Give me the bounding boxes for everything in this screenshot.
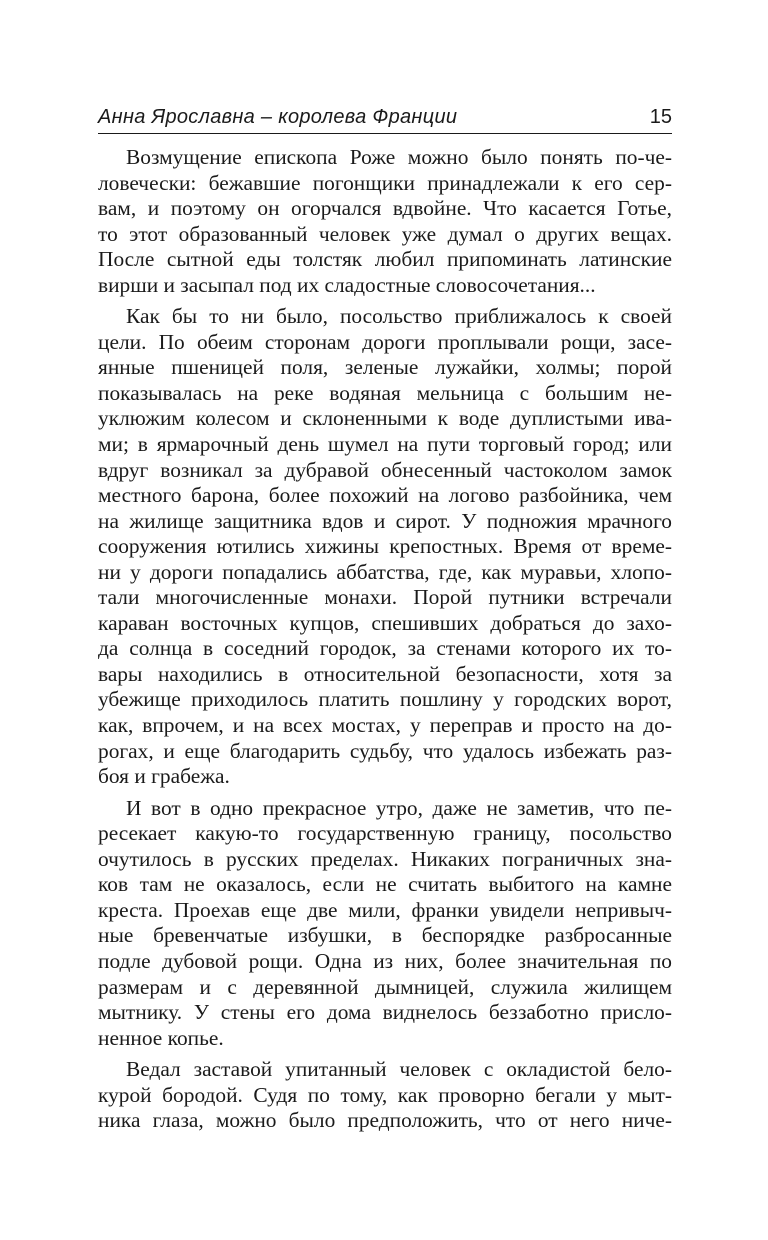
text-line: После сытной еды толстяк любил припоминать латинские [98, 247, 672, 272]
running-head [98, 100, 672, 134]
text-line: янные пшеницей поля, зеленые лужайки, холмы; порой [98, 355, 672, 380]
page-number: 15 [649, 106, 672, 128]
paragraph [98, 1057, 672, 1134]
text-line: ми; в ярмарочный день шумел на пути торговый город; или [98, 432, 672, 457]
text-line: креста. Проехав еще две мили, франки увидели непривыч- [98, 897, 672, 922]
text-line: очутилось в русских пределах. Никаких пограничных зна- [98, 846, 672, 871]
paragraph [98, 796, 672, 1051]
text-line: ника глаза, можно было предположить, что от него ниче- [98, 1108, 672, 1133]
text-line: вирши и засыпал под их сладостные словосочетания... [98, 272, 596, 297]
text-line: размерам и с деревянной дымницей, служила жилищем [98, 974, 672, 999]
header-rule [98, 133, 672, 134]
text-line: то этот образованный человек уже думал о других вещах. [98, 221, 672, 246]
text-line: ные бревенчатые избушки, в беспорядке разбросанные [98, 923, 672, 948]
text-line: уклюжим колесом и склоненными к воде дуплистыми ива- [98, 406, 672, 431]
text-line: вдруг возникал за дубравой обнесенный частоколом замок [98, 457, 672, 482]
text-line: вары находились в относительной безопасности, хотя за [98, 661, 672, 686]
text-line: на жилище защитника вдов и сирот. У подножия мрачного [98, 508, 672, 533]
text-line: ловечески: бежавшие погонщики принадлежали к его сер- [98, 170, 672, 195]
text-line: Как бы то ни было, посольство приближалось к своей [126, 304, 672, 329]
text-line: боя и грабежа. [98, 764, 230, 789]
text-line: как, впрочем, и на всех мостах, у переправ и просто на до- [98, 713, 672, 738]
text-line: Возмущение епископа Роже можно было понять по-че- [126, 145, 672, 169]
text-line: ни у дороги попадались аббатства, где, как муравьи, хлопо- [98, 559, 672, 584]
text-line: тали многочисленные монахи. Порой путники встречали [98, 585, 672, 610]
text-line: ненное копье. [98, 1025, 224, 1050]
text-line: подле дубовой рощи. Одна из них, более значительная по [98, 948, 672, 973]
text-line: показывалась на реке водяная мельница с большим не- [98, 380, 672, 405]
text-line: да солнца в соседний городок, за стенами которого их то- [98, 636, 672, 661]
text-line: караван восточных купцов, спешивших добраться до захо- [98, 610, 672, 635]
running-title: Анна Ярославна – королева Франции [98, 106, 458, 128]
text-line: Ведал заставой упитанный человек с окладистой бело- [126, 1057, 672, 1082]
text-line: ков там не оказалось, если не считать выбитого на камне [98, 872, 672, 897]
text-line: курой бородой. Судя по тому, как проворно бегали у мыт- [98, 1082, 672, 1107]
text-line: убежище приходилось платить пошлину у городских ворот, [98, 687, 672, 712]
text-line: вам, и поэтому он огорчался вдвойне. Что касается Готье, [98, 196, 672, 221]
text-line: цели. По обеим сторонам дороги проплывали рощи, засе- [98, 329, 672, 354]
text-line: местного барона, более похожий на логово разбойника, чем [98, 483, 672, 508]
paragraph [98, 145, 672, 298]
paragraph [98, 304, 672, 789]
text-line: рогах, и еще благодарить судьбу, что удалось избежать раз- [98, 738, 672, 763]
body-text [98, 145, 672, 1140]
text-line: мытнику. У стены его дома виднелось беззаботно присло- [98, 1000, 672, 1025]
text-line: ресекает какую-то государственную границу, посольство [98, 821, 672, 846]
text-line: сооружения ютились хижины крепостных. Время от време- [98, 534, 672, 559]
text-line: И вот в одно прекрасное утро, даже не заметив, что пе- [126, 795, 672, 820]
